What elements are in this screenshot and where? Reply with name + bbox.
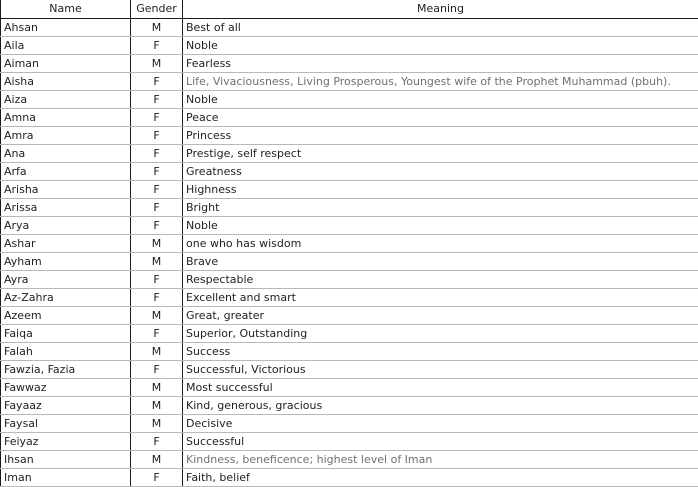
name-cell[interactable]: Ahsan: [1, 18, 131, 36]
meaning-cell[interactable]: Brave: [183, 252, 698, 270]
gender-cell[interactable]: F: [131, 198, 183, 216]
name-cell[interactable]: Aiza: [1, 90, 131, 108]
gender-cell[interactable]: M: [131, 306, 183, 324]
name-cell[interactable]: Ayra: [1, 270, 131, 288]
table-row: [1, 306, 698, 324]
table-row: [1, 162, 698, 180]
meaning-cell[interactable]: one who has wisdom: [183, 234, 698, 252]
meaning-cell[interactable]: Highness: [183, 180, 698, 198]
table-row: [1, 468, 698, 486]
meaning-cell[interactable]: Superior, Outstanding: [183, 324, 698, 342]
name-cell[interactable]: Arya: [1, 216, 131, 234]
table-row: [1, 360, 698, 378]
table-row: [1, 18, 698, 36]
gender-cell[interactable]: M: [131, 234, 183, 252]
gender-cell[interactable]: F: [131, 72, 183, 90]
name-cell[interactable]: Faiqa: [1, 324, 131, 342]
gender-cell[interactable]: M: [131, 378, 183, 396]
meaning-cell[interactable]: Princess: [183, 126, 698, 144]
meaning-cell[interactable]: Faith, belief: [183, 468, 698, 486]
gender-cell[interactable]: M: [131, 18, 183, 36]
name-cell[interactable]: Aisha: [1, 72, 131, 90]
meaning-cell[interactable]: Successful: [183, 432, 698, 450]
meaning-cell[interactable]: Prestige, self respect: [183, 144, 698, 162]
gender-cell[interactable]: F: [131, 108, 183, 126]
meaning-cell[interactable]: Bright: [183, 198, 698, 216]
gender-cell[interactable]: F: [131, 360, 183, 378]
meaning-cell[interactable]: Great, greater: [183, 306, 698, 324]
gender-cell[interactable]: F: [131, 36, 183, 54]
name-cell[interactable]: Fawzia, Fazia: [1, 360, 131, 378]
name-cell[interactable]: Arissa: [1, 198, 131, 216]
meaning-cell[interactable]: Peace: [183, 108, 698, 126]
meaning-cell[interactable]: Noble: [183, 90, 698, 108]
gender-cell[interactable]: F: [131, 324, 183, 342]
gender-cell[interactable]: F: [131, 216, 183, 234]
name-cell[interactable]: Falah: [1, 342, 131, 360]
meaning-cell[interactable]: Noble: [183, 216, 698, 234]
table-row: [1, 414, 698, 432]
meaning-cell[interactable]: Noble: [183, 36, 698, 54]
table-row: [1, 270, 698, 288]
name-cell[interactable]: Amra: [1, 126, 131, 144]
name-cell[interactable]: Iman: [1, 468, 131, 486]
table-row: [1, 252, 698, 270]
table-row: [1, 126, 698, 144]
table-row: [1, 54, 698, 72]
header-gender[interactable]: Gender: [131, 0, 183, 18]
gender-cell[interactable]: F: [131, 270, 183, 288]
meaning-cell[interactable]: Life, Vivaciousness, Living Prosperous, Youngest wife of the Prophet Muhammad (pbuh).: [183, 72, 698, 90]
name-cell[interactable]: Azeem: [1, 306, 131, 324]
header-name[interactable]: Name: [1, 0, 131, 18]
header-meaning[interactable]: Meaning: [183, 0, 698, 18]
table-row: [1, 180, 698, 198]
table-row: [1, 108, 698, 126]
name-cell[interactable]: Ayham: [1, 252, 131, 270]
gender-cell[interactable]: F: [131, 144, 183, 162]
meaning-cell[interactable]: Kindness, beneficence; highest level of Iman: [183, 450, 698, 468]
meaning-cell[interactable]: Decisive: [183, 414, 698, 432]
meaning-cell[interactable]: Greatness: [183, 162, 698, 180]
name-cell[interactable]: Feiyaz: [1, 432, 131, 450]
table-row: [1, 90, 698, 108]
table-row: [1, 396, 698, 414]
name-cell[interactable]: Fayaaz: [1, 396, 131, 414]
table-row: [1, 72, 698, 90]
name-cell[interactable]: Ana: [1, 144, 131, 162]
gender-cell[interactable]: F: [131, 126, 183, 144]
name-cell[interactable]: Fawwaz: [1, 378, 131, 396]
meaning-cell[interactable]: Success: [183, 342, 698, 360]
gender-cell[interactable]: M: [131, 252, 183, 270]
meaning-cell[interactable]: Respectable: [183, 270, 698, 288]
name-cell[interactable]: Arfa: [1, 162, 131, 180]
gender-cell[interactable]: M: [131, 342, 183, 360]
gender-cell[interactable]: M: [131, 450, 183, 468]
name-cell[interactable]: Aiman: [1, 54, 131, 72]
meaning-cell[interactable]: Excellent and smart: [183, 288, 698, 306]
table-row: [1, 378, 698, 396]
meaning-cell[interactable]: Most successful: [183, 378, 698, 396]
table-row: [1, 198, 698, 216]
table-row: [1, 234, 698, 252]
gender-cell[interactable]: M: [131, 396, 183, 414]
table-row: [1, 216, 698, 234]
gender-cell[interactable]: F: [131, 180, 183, 198]
name-cell[interactable]: Aila: [1, 36, 131, 54]
name-cell[interactable]: Amna: [1, 108, 131, 126]
name-cell[interactable]: Faysal: [1, 414, 131, 432]
meaning-cell[interactable]: Successful, Victorious: [183, 360, 698, 378]
meaning-cell[interactable]: Fearless: [183, 54, 698, 72]
name-cell[interactable]: Ihsan: [1, 450, 131, 468]
gender-cell[interactable]: F: [131, 432, 183, 450]
table-row: [1, 36, 698, 54]
name-cell[interactable]: Ashar: [1, 234, 131, 252]
table-row: [1, 450, 698, 468]
gender-cell[interactable]: F: [131, 90, 183, 108]
gender-cell[interactable]: F: [131, 162, 183, 180]
name-cell[interactable]: Arisha: [1, 180, 131, 198]
gender-cell[interactable]: M: [131, 54, 183, 72]
gender-cell[interactable]: F: [131, 468, 183, 486]
header-row: [1, 0, 698, 18]
name-cell[interactable]: Az-Zahra: [1, 288, 131, 306]
meaning-cell[interactable]: Best of all: [183, 18, 698, 36]
table-row: [1, 144, 698, 162]
table-row: [1, 432, 698, 450]
gender-cell[interactable]: M: [131, 414, 183, 432]
table-row: [1, 342, 698, 360]
table-row: [1, 288, 698, 306]
meaning-cell[interactable]: Kind, generous, gracious: [183, 396, 698, 414]
table-row: [1, 324, 698, 342]
gender-cell[interactable]: F: [131, 288, 183, 306]
